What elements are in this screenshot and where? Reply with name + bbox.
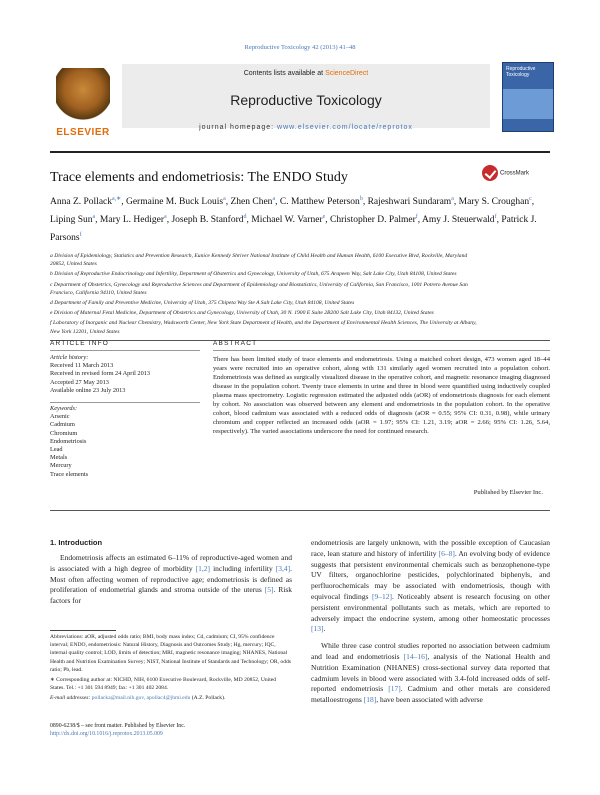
author-affiliation-marker[interactable]: f bbox=[79, 232, 82, 239]
history-entry: Received in revised form 24 April 2013 bbox=[50, 370, 151, 378]
citation-link[interactable]: [13] bbox=[311, 624, 324, 634]
doi-link[interactable]: http://dx.doi.org/10.1016/j.reprotox.2013.05.009 bbox=[50, 731, 163, 738]
keywords bbox=[50, 405, 200, 479]
affiliation: f Laboratory of Inorganic and Nuclear Chemistry, Wadsworth Center, New York State Department of Health, and the Department of Environmental Health Sciences, The University at Albany, New York 12201, United States bbox=[50, 320, 477, 335]
history-entry: Accepted 27 May 2013 bbox=[50, 378, 109, 386]
history-label: Article history: bbox=[50, 354, 89, 361]
email-footnote: E-mail addresses: pollacka@mail.nih.gov, apollac4@jhmi.edu (A.Z. Pollack). bbox=[50, 695, 226, 702]
journal-homepage: journal homepage: www.elsevier.com/locate/reprotox bbox=[199, 124, 413, 131]
copyright-line: 0890-6238/$ – see front matter. Published by Elsevier Inc. bbox=[50, 723, 186, 729]
keywords-label: Keywords: bbox=[50, 405, 78, 412]
author-affiliation-marker[interactable]: b bbox=[359, 196, 363, 202]
author-affiliation-marker[interactable]: d bbox=[243, 214, 247, 221]
journal-citation[interactable]: Reproductive Toxicology 42 (2013) 41–48 bbox=[244, 44, 356, 51]
journal-cover-image bbox=[502, 62, 554, 132]
author-name[interactable]: Joseph B. Stanford bbox=[171, 215, 244, 226]
crossmark-icon bbox=[482, 165, 498, 181]
affiliation: e Division of Maternal Fetal Medicine, Department of Obstetrics and Gynecology, University of Utah, 30 N. 1900 E Suite 2B200 Salt Lake City, Utah 84132, United States bbox=[50, 310, 434, 317]
contents-line: Contents lists available at ScienceDirect bbox=[243, 70, 369, 77]
keyword: Cadmium bbox=[50, 421, 75, 429]
citation-link[interactable]: [5] bbox=[264, 585, 274, 595]
keyword: Endometriosis bbox=[50, 437, 87, 445]
author-name[interactable]: Anna Z. Pollack bbox=[50, 197, 113, 208]
citation-link[interactable]: [6–8] bbox=[438, 548, 455, 558]
keyword: Metals bbox=[50, 454, 68, 462]
journal-title: Reproductive Toxicology bbox=[230, 92, 382, 108]
introduction-heading: 1. Introduction bbox=[50, 538, 103, 547]
author-affiliation-marker[interactable]: e bbox=[322, 214, 326, 221]
header-divider bbox=[50, 151, 550, 153]
body-divider bbox=[50, 510, 550, 511]
author-affiliation-marker[interactable]: a bbox=[223, 196, 226, 202]
history-entry: Available online 23 July 2013 bbox=[50, 386, 126, 394]
author-affiliation-marker[interactable]: c bbox=[529, 196, 532, 202]
author-name[interactable]: Zhen Chen bbox=[230, 197, 273, 208]
citation-link[interactable]: [17] bbox=[388, 684, 401, 694]
sciencedirect-link[interactable]: ScienceDirect bbox=[325, 70, 369, 77]
affiliation: d Department of Family and Preventive Medicine, University of Utah, 375 Chipeta Way Ste A Salt Lake City, Utah 84108, United States bbox=[50, 300, 355, 307]
citation-link[interactable]: [1,2] bbox=[195, 563, 211, 573]
keyword: Lead bbox=[50, 446, 63, 454]
author-affiliation-marker[interactable]: a bbox=[164, 214, 167, 221]
publisher-note: Published by Elsevier Inc. bbox=[473, 489, 543, 496]
affiliation: c Department of Obstetrics, Gynecology and Reproductive Sciences and Department of Epidemiology and Biostatistics, University of California, San Francisco, 1001 Potrero Avenue San Francisco, California 94110, United States bbox=[50, 281, 468, 296]
paragraph: While three case control studies reported no association between cadmium and lead and endometriosis [14–16], analysis of the National Health and Nutrition Examination (NHANES) cross-sectional survey data reported that cadmium levels in blood were associated with 3.4-fold increased odds of self-reported endometriosis [17]. Cadmium and other metals are considered metalloestrogens [18], have been associated with adverse bbox=[311, 641, 551, 705]
keyword: Chromium bbox=[50, 429, 78, 437]
article-info-rule bbox=[50, 350, 200, 351]
keyword: Trace elements bbox=[50, 470, 89, 478]
author-name[interactable]: Rajeshwari Sundaram bbox=[367, 197, 452, 208]
abbreviations-footnote: Abbreviations: aOR, adjusted odds ratio; BMI, body mass index; Cd, cadmium; CI, 95% confidence interval; ENDO, endometriosis: Natural History, Diagnosis and Outcomes Study; Hg, mercury; IQC, internal quality control; LOD, limits of detection; MRI, magnetic resonance imaging; NHANES, National Health and Nutrition Examination Survey; NIST, National Institute of Standards and Technology; OR, odds ratio; Pb, lead. bbox=[50, 634, 291, 673]
author-affiliation-marker[interactable]: f bbox=[415, 214, 418, 221]
author-list: Anna Z. Pollack$^{a,∗}$, Germaine M. Buck Louis$^a$, Zhen Chen$^a$, C. Matthew Peterson$^b$, Rajeshwari Sundaram$^a$, Mary S. Croughan$^c$, Liping Sun$^a$, Mary L. Hediger$^a$, Joseph B. Stanford$^d$, Michael W. Varner$^e$, Christopher D. Palmer$^f$, Amy J. Steuerwald$^f$, Patrick J. Parsons$^f$ bbox=[50, 196, 537, 244]
footnotes bbox=[50, 633, 292, 705]
article-title: Trace elements and endometriosis: The ENDO Study bbox=[50, 170, 348, 185]
author-name[interactable]: Germaine M. Buck Louis bbox=[125, 197, 224, 208]
footnote-rule bbox=[50, 630, 116, 631]
email-link[interactable]: pollacka@mail.nih.gov, apollac4@jhmi.edu bbox=[91, 695, 191, 702]
article-info-heading: ARTICLE INFO bbox=[50, 340, 110, 347]
abstract-heading: ABSTRACT bbox=[213, 340, 258, 347]
author-affiliation-marker[interactable]: a bbox=[272, 196, 276, 202]
citation-link[interactable]: [9–12] bbox=[371, 591, 392, 601]
author-name[interactable]: Mary S. Croughan bbox=[458, 197, 530, 208]
author-name[interactable]: Michael W. Varner bbox=[251, 215, 323, 226]
abstract-text: There has been limited study of trace elements and endometriosis. Using a matched cohort design, 473 women aged 18–44 years were recruited into an operative cohort, along with 131 similarly aged women recruited into a population cohort. Endometriosis was defined as surgically visualized disease in the operative cohort, and magnetic resonance imaging diagnosed disease in the population cohort. Twenty trace elements in urine and three in blood were quantified using inductively coupled plasma mass spectrometry. Logistic regression estimated the adjusted odds (aOR) of endometriosis diagnosis for each element by cohort. No association was observed between any element and endometriosis in the population cohort. In the operative cohort, blood cadmium was associated with a reduced odds of diagnosis (aOR = 0.55; 95% CI: 0.31, 0.98), while urinary chromium and copper reflected an increased odds (aOR = 1.97; 95% CI: 1.21, 3.19; aOR = 2.66; 95% CI: 1.26, 5.64, respectively). The varied associations underscore the need for continued research. bbox=[213, 356, 550, 435]
publisher-logo-text: ELSEVIER bbox=[56, 127, 110, 138]
author-name[interactable]: Christopher D. Palmer bbox=[330, 215, 416, 226]
journal-homepage-link[interactable]: www.elsevier.com/locate/reprotox bbox=[277, 124, 413, 131]
keyword: Mercury bbox=[50, 462, 72, 470]
author-name[interactable]: Liping Sun bbox=[50, 215, 93, 226]
paragraph: endometriosis are largely unknown, with the possible exception of Caucasian race, lean stature and history of infertility [6–8]. An evolving body of evidence suggests that persistent environmental chemicals such as benzophenone-type UV filters, organochlorine pesticides, polychlorinated biphenyls, and perfluorochemicals may be associated with endometriosis, though with equivocal findings [9–12]. Noticeably absent is research focusing on other persistent environmental pollutants such as metals, which are reported to adversely impact the endocrine system, among other homeostatic processes [13]. bbox=[311, 538, 550, 634]
author-name[interactable]: Patrick J. Parsons bbox=[50, 215, 537, 244]
author-affiliation-marker[interactable]: f bbox=[494, 214, 497, 221]
citation-link[interactable]: [18] bbox=[363, 695, 377, 705]
affiliations bbox=[50, 252, 480, 338]
affiliation: b Division of Reproductive Endocrinology and Infertility, Department of Obstetrics and Gynecology, University of Utah, 675 Arapeen Way, Salt Lake City, Utah 84108, United States bbox=[50, 271, 457, 278]
article-history bbox=[50, 354, 200, 395]
author-name[interactable]: C. Matthew Peterson bbox=[279, 197, 360, 208]
body-column-right bbox=[311, 538, 550, 706]
paragraph: Endometriosis affects an estimated 6–11% of reproductive-aged women and is associated with a high degree of morbidity [1,2] including infertility [3,4]. Most often affecting women of reproductive age; endometriosis is defined as proliferation of endometrial glands and stroma outside of the uterus [5]. Risk factors for bbox=[50, 553, 292, 606]
affiliation: a Division of Epidemiology, Statistics and Prevention Research, Eunice Kennedy Shriver National Institute of Child Health and Human Health, 6100 Executive Blvd, Rockville, Maryland 20852, United States bbox=[50, 253, 468, 268]
citation-link[interactable]: [3,4] bbox=[275, 563, 291, 573]
citation-link[interactable]: [14–16] bbox=[403, 651, 428, 661]
cover-band bbox=[503, 89, 553, 119]
crossmark-badge[interactable]: CrossMark bbox=[482, 165, 529, 181]
cover-title: Reproductive Toxicology bbox=[506, 66, 536, 78]
section-divider bbox=[50, 340, 550, 341]
author-affiliation-marker[interactable]: a bbox=[92, 214, 96, 221]
author-name[interactable]: Mary L. Hediger bbox=[99, 215, 165, 226]
abstract-rule bbox=[213, 350, 550, 351]
keywords-rule bbox=[50, 402, 200, 403]
elsevier-tree-icon bbox=[56, 68, 110, 122]
history-entry: Received 11 March 2013 bbox=[50, 362, 114, 370]
elsevier-logo bbox=[50, 66, 116, 138]
author-affiliation-marker[interactable]: a bbox=[451, 196, 454, 202]
keyword: Arsenic bbox=[50, 413, 70, 421]
corresponding-author-footnote: ∗ Corresponding author at: NICHD, NIH, 6100 Executive Boulevard, Rockville, MD 20852, United States. Tel.: +1 301 594 8949; fax: +1 301 402 2084. bbox=[50, 677, 277, 692]
page-footer bbox=[50, 722, 350, 738]
body-column-left bbox=[50, 553, 292, 607]
author-name[interactable]: Amy J. Steuerwald bbox=[422, 215, 495, 226]
author-affiliation-marker[interactable]: a,∗ bbox=[112, 196, 122, 202]
